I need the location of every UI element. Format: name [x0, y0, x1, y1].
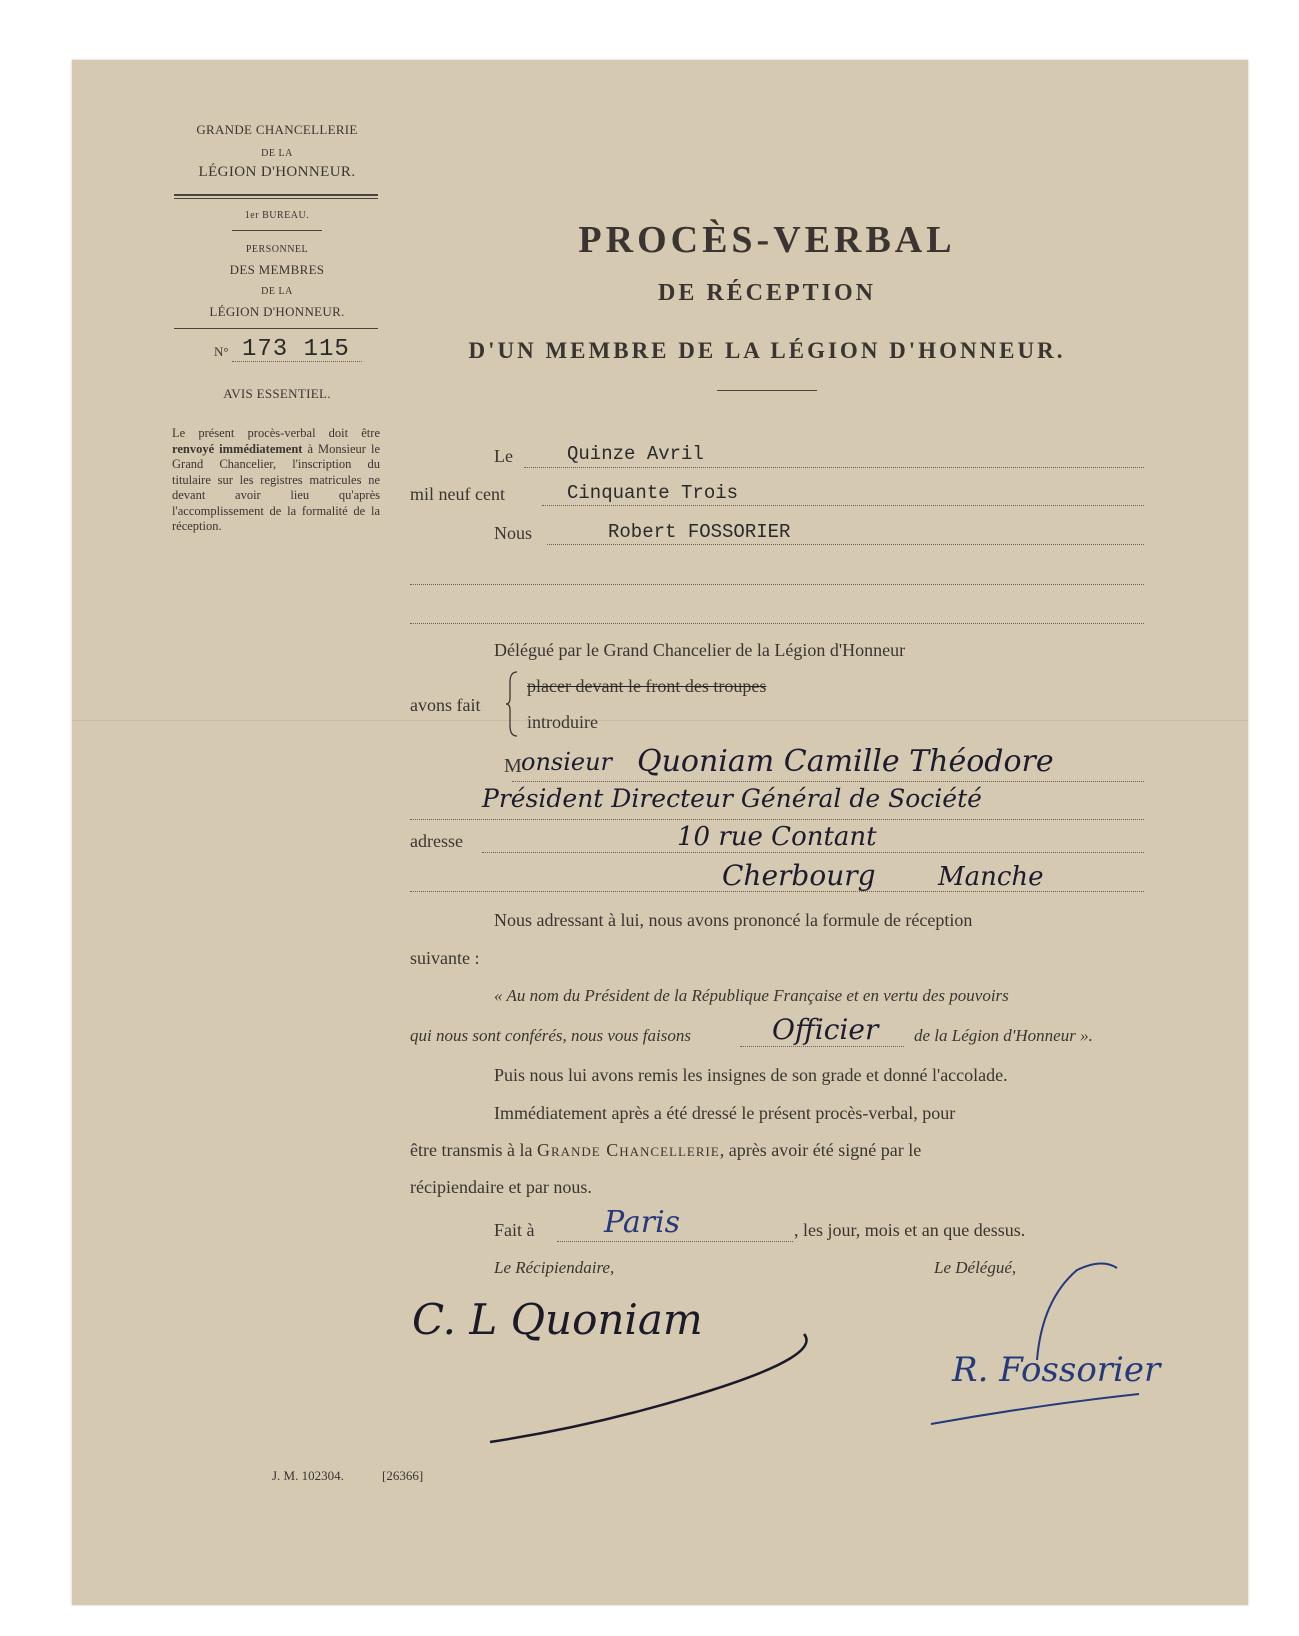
recipiendaire-label: Le Récipiendaire, — [494, 1258, 615, 1277]
name-value: Quoniam Camille Théodore — [637, 744, 1054, 779]
year-value: Cinquante Trois — [567, 482, 739, 504]
para3-line1: Immédiatement après a été dressé le présent procès-verbal, pour — [494, 1103, 956, 1123]
signature-right: R. Fossorier — [952, 1350, 1161, 1390]
monsieur-suffix: onsieur — [521, 748, 613, 776]
footer-ref: J. M. 102304. — [272, 1468, 344, 1483]
adresse-value: 10 rue Contant — [677, 822, 877, 852]
personnel-line-1: PERSONNEL — [245, 244, 309, 255]
avis-text — [172, 426, 380, 535]
monsieur-prefix: M — [504, 755, 522, 777]
para3-line2-a: être transmis à la — [410, 1140, 533, 1160]
org-line-3: LÉGION D'HONNEUR. — [198, 164, 356, 180]
quote-line1: « Au nom du Président de la République Française et en vertu des pouvoirs — [494, 986, 1009, 1005]
brace-icon — [505, 670, 519, 738]
nous-value: Robert FOSSORIER — [608, 521, 791, 543]
subtitle-1: DE RÉCEPTION — [657, 280, 877, 306]
year-dots — [542, 504, 1144, 506]
signature-left-flourish-icon — [482, 1330, 812, 1450]
document-sheet — [72, 60, 1248, 1605]
option-struck: placer devant le front des troupes — [527, 676, 767, 696]
footer-ref2: [26366] — [382, 1468, 424, 1483]
quote-line2-b: de la Légion d'Honneur ». — [914, 1026, 1093, 1045]
number-label: N° — [214, 344, 229, 359]
nous-dots — [547, 543, 1144, 545]
para3-line3: récipiendaire et par nous. — [410, 1177, 592, 1197]
delegue-label: Le Délégué, — [934, 1258, 1017, 1277]
le-value: Quinze Avril — [567, 443, 704, 465]
title-value: Président Directeur Général de Société — [482, 784, 982, 813]
para2: Puis nous lui avons remis les insignes de son grade et donné l'accolade. — [494, 1065, 1008, 1085]
subtitle-2: D'UN MEMBRE DE LA LÉGION D'HONNEUR. — [468, 338, 1066, 363]
divider — [174, 328, 378, 329]
quote-line2-a: qui nous sont conférés, nous vous faisons — [410, 1026, 691, 1045]
adresse-label: adresse — [410, 831, 463, 851]
bureau-label: 1er BUREAU. — [244, 210, 310, 221]
le-dots — [524, 466, 1144, 468]
divider — [232, 230, 322, 231]
fait-label: Fait à — [494, 1220, 535, 1240]
year-label: mil neuf cent — [410, 484, 505, 504]
avis-text-1: Le présent procès-verbal doit être — [172, 426, 380, 440]
fold-line — [72, 720, 1248, 721]
para1-line1: Nous adressant à lui, nous avons prononcé la formule de réception — [494, 910, 973, 930]
personnel-line-3: DE LA — [261, 286, 293, 297]
signature-right-flourish-icon — [927, 1260, 1147, 1430]
dept-value: Manche — [938, 862, 1044, 892]
personnel-line-2: DES MEMBRES — [229, 262, 325, 277]
personnel-line-4: LÉGION D'HONNEUR. — [209, 304, 345, 319]
org-line-2: DE LA — [261, 148, 293, 159]
blank-line-1 — [410, 583, 1144, 585]
divider — [174, 198, 378, 199]
para3-line2-sc: Grande Chancellerie — [536, 1140, 720, 1160]
city-value: Cherbourg — [722, 859, 876, 892]
avons-fait-label: avons fait — [410, 695, 481, 715]
number-dots — [232, 360, 362, 362]
nous-label: Nous — [494, 523, 533, 543]
fait-value: Paris — [604, 1205, 681, 1240]
le-label: Le — [494, 446, 513, 466]
number-value: 173 115 — [242, 336, 350, 363]
delegue-text: Délégué par le Grand Chancelier de la Légion d'Honneur — [494, 640, 906, 660]
grade-value: Officier — [772, 1013, 879, 1046]
name-dots — [512, 780, 1144, 782]
title-dots — [410, 818, 1144, 820]
blank-line-2 — [410, 622, 1144, 624]
avis-title: AVIS ESSENTIEL. — [223, 386, 331, 401]
fait-suffix: , les jour, mois et an que dessus. — [794, 1220, 1026, 1240]
para3-line2-b: , après avoir été signé par le — [719, 1140, 922, 1160]
avis-text-2: à Monsieur le Grand Chancelier, l'inscription du titulaire sur les registres matricules ne devant avoir lieu qu'après l'accomplissement de la formalité de la réception. — [172, 441, 381, 533]
option-kept: introduire — [527, 712, 598, 732]
para1-line2: suivante : — [410, 948, 480, 968]
para3-line2 — [410, 1140, 921, 1161]
fait-dots — [557, 1240, 793, 1242]
signature-left: C. L Quoniam — [412, 1295, 703, 1344]
main-title: PROCÈS-VERBAL — [578, 219, 956, 261]
org-line-1: GRANDE CHANCELLERIE — [196, 122, 358, 137]
divider — [174, 194, 378, 196]
title-divider — [717, 390, 817, 391]
avis-text-bold: renvoyé immédiatement — [172, 441, 303, 456]
